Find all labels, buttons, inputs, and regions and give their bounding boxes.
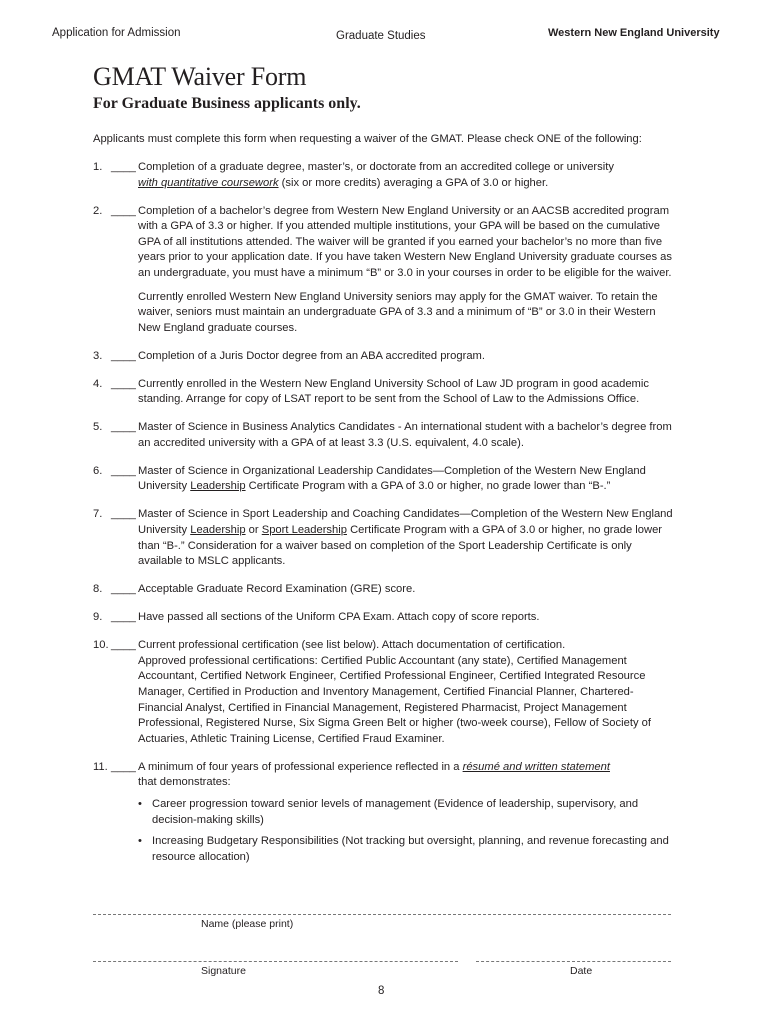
option-text: Completion of a bachelor’s degree from Western New England University or an AACSB accredited program with a GPA of 3.3 or higher. If you attended multiple institutions, your GPA will be based on the cumulative GPA of all institutions attended. The waiver will be granted if you earned your bachelor’s no more than five years prior to your application date. If you have taken Western New England University graduate courses as an undergraduate, you must have a minimum “B” or 3.0 in your courses in order to be eligible for the waiver. bbox=[138, 204, 672, 279]
option-number: 1. bbox=[93, 161, 103, 173]
check-blank[interactable]: ____ bbox=[111, 583, 136, 596]
check-blank[interactable]: ____ bbox=[111, 760, 136, 773]
check-blank[interactable]: ____ bbox=[111, 421, 136, 434]
header-center: Graduate Studies bbox=[336, 30, 426, 42]
option-text: Have passed all sections of the Uniform CPA Exam. Attach copy of score reports. bbox=[138, 611, 540, 624]
page-subtitle: For Graduate Business applicants only. bbox=[93, 95, 361, 112]
option-number: 7. bbox=[93, 508, 103, 521]
option-number: 10. bbox=[93, 639, 109, 652]
option-text: Acceptable Graduate Record Examination (GRE) score. bbox=[138, 583, 416, 596]
option-number: 8. bbox=[93, 583, 103, 596]
check-blank[interactable]: ____ bbox=[111, 611, 136, 624]
check-blank[interactable]: ____ bbox=[111, 161, 136, 173]
option-note: Approved professional certifications: Certified Public Accountant (any state), Certified Management Accountant, Certified Network Engineer, Certified Professional Engineer, Certified Integrated Resource Manager, Certified in Production and Inventory Management, Certified Financial Planner, Chartered-Financial Analyst, Certified in Financial Management, Registered Pharmacist, Project Management Professional, Registered Nurse, Six Sigma Green Belt or higher (two-week course), Fellow of Society of Actuaries, Athletic Training License, Certified Fraud Examiner. bbox=[138, 654, 651, 745]
option-10 bbox=[93, 638, 673, 747]
name-line[interactable] bbox=[93, 914, 671, 915]
option-text: Currently enrolled in the Western New England University School of Law JD program in good academic standing. Arrange for copy of LSAT report to be sent from the School of Law to the Admissions Office. bbox=[138, 377, 649, 406]
option-number: 2. bbox=[93, 204, 103, 217]
list-item: • Career progression toward senior levels of management (Evidence of leadership, supervisory, and decision-making skills) bbox=[138, 797, 673, 828]
option-7: 7. ____ Master of Science in Sport Leadership and Coaching Candidates—Completion of the Western New England University Leadership or Sport Leadership Certificate Program with a GPA of 3.0 or higher, no grade lower than “B-.” Consideration for a waiver based on completion of the Sport Leadership Certificate is only available to MSLC applicants. bbox=[93, 508, 673, 568]
option-number: 3. bbox=[93, 349, 103, 362]
option-text: Current professional certification (see list below). Attach documentation of certification. bbox=[138, 639, 566, 652]
option-number: 9. bbox=[93, 611, 103, 624]
page-number: 8 bbox=[378, 985, 385, 997]
option-4 bbox=[93, 377, 673, 408]
signature-line[interactable] bbox=[93, 961, 458, 962]
option-number: 6. bbox=[93, 464, 103, 477]
list-item: • Increasing Budgetary Responsibilities (Not tracking but oversight, planning, and revenue forecasting and resource allocation) bbox=[138, 834, 673, 865]
check-blank[interactable]: ____ bbox=[111, 639, 136, 652]
option-number: 11. bbox=[93, 760, 108, 773]
intro-text: Applicants must complete this form when requesting a waiver of the GMAT. Please check ONE of the following: bbox=[93, 133, 642, 145]
check-blank[interactable]: ____ bbox=[111, 464, 136, 477]
check-blank[interactable]: ____ bbox=[111, 508, 136, 521]
option-number: 5. bbox=[93, 421, 103, 434]
option-6: 6. ____ Master of Science in Organizational Leadership Candidates—Completion of the Western New England University Leadership Certificate Program with a GPA of 3.0 or higher, no grade lower than “B-.” bbox=[93, 464, 646, 493]
option-5 bbox=[93, 420, 673, 451]
option-2 bbox=[93, 204, 673, 337]
date-line[interactable] bbox=[476, 961, 671, 962]
check-blank[interactable]: ____ bbox=[111, 349, 136, 362]
header-left: Application for Admission bbox=[52, 27, 181, 39]
check-blank[interactable]: ____ bbox=[111, 377, 136, 390]
name-label: Name (please print) bbox=[201, 918, 294, 930]
page-title: GMAT Waiver Form bbox=[93, 62, 307, 91]
option-9 bbox=[93, 610, 673, 626]
option-text: Master of Science in Business Analytics Candidates - An international student with a bachelor’s degree from an accredited university with a GPA of at least 3.3 (U.S. equivalent, 4.0 scale). bbox=[138, 421, 672, 449]
option-3 bbox=[93, 349, 673, 365]
option-1: 1. ____ Completion of a graduate degree, master’s, or doctorate from an accredited college or university with quantitative coursework (six or more credits) averaging a GPA of 3.0 or higher. bbox=[93, 161, 614, 189]
header-right: Western New England University bbox=[548, 27, 720, 39]
option-11: 11. ____ A minimum of four years of professional experience reflected in a résumé and written statement that demonstrates: • Career progression toward senior levels of management (Evidence of leadership, supervisory, and decision-making skills) • Increasing Budgetary Responsibilities (Not tracking but oversight, planning, and revenue forecasting and resource allocation) bbox=[93, 760, 673, 866]
option-text: Completion of a Juris Doctor degree from an ABA accredited program. bbox=[138, 349, 485, 362]
option-note: Currently enrolled Western New England University seniors may apply for the GMAT waiver. To retain the waiver, seniors must maintain an undergraduate GPA of 3.3 and a minimum of “B” or 3.0 in their Western New England graduate courses. bbox=[138, 290, 658, 334]
waiver-options-list bbox=[93, 160, 673, 878]
option-number: 4. bbox=[93, 377, 103, 390]
date-label: Date bbox=[570, 965, 593, 977]
option-8 bbox=[93, 582, 673, 598]
check-blank[interactable]: ____ bbox=[111, 204, 136, 217]
criteria-list bbox=[138, 797, 673, 865]
signature-label: Signature bbox=[201, 965, 246, 977]
